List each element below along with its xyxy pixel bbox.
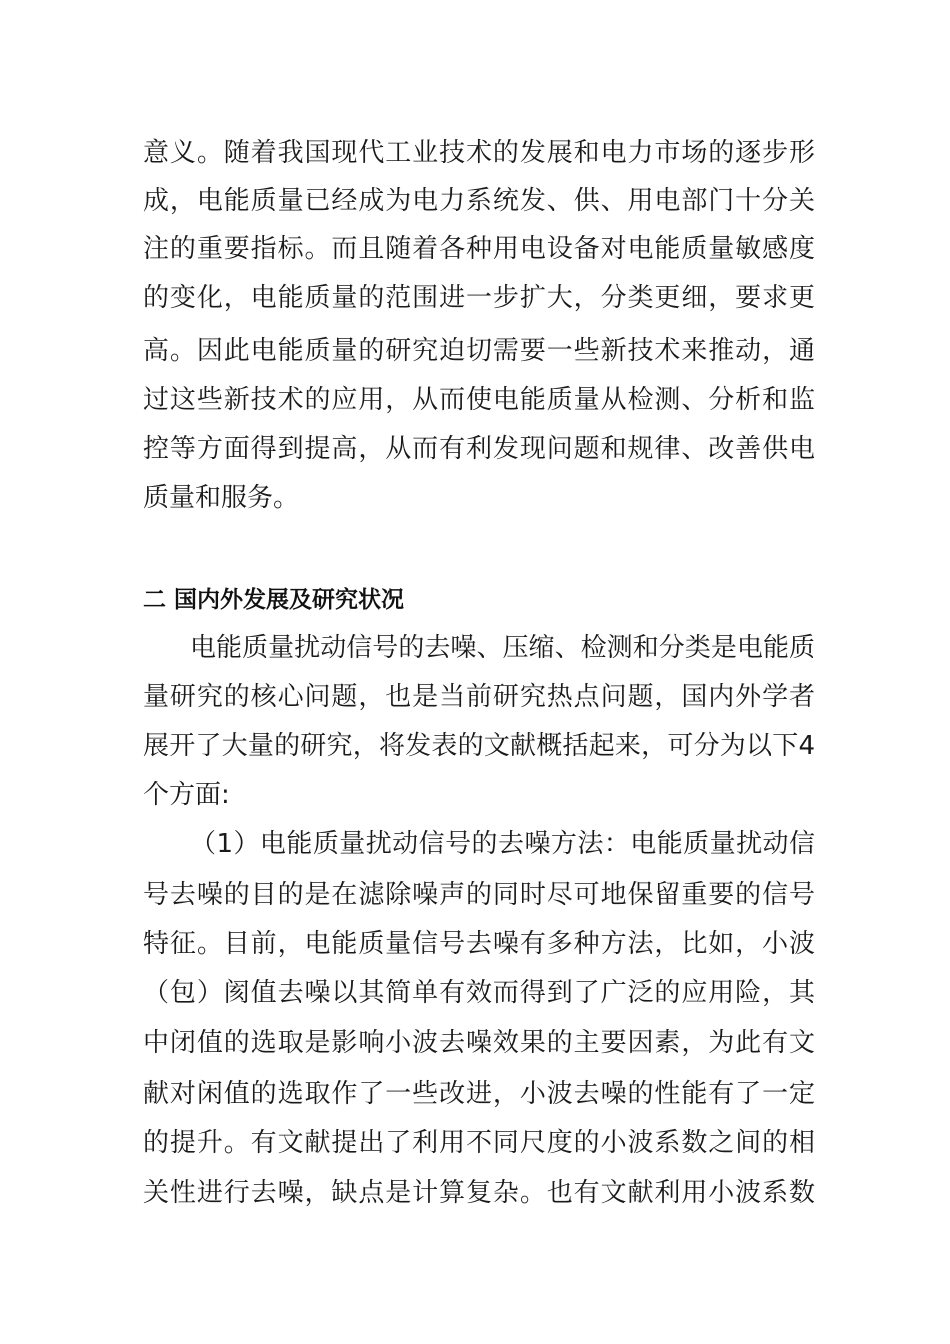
paragraph-2-line: 展开了大量的研究，将发表的文献概括起来，可分为以下4 [143, 731, 815, 761]
section-heading: 二 国内外发展及研究状况 [143, 587, 405, 613]
paragraph-3-line: （1）电能质量扰动信号的去噪方法：电能质量扰动信 [190, 829, 815, 859]
paragraph-2-line: 个方面: [143, 780, 230, 810]
paragraph-3-line: 中闭值的选取是影响小波去噪效果的主要因素，为此有文 [143, 1028, 815, 1058]
paragraph-1-line: 高。因此电能质量的研究迫切需要一些新技术来推动，通 [143, 336, 815, 366]
paragraph-1-line: 过这些新技术的应用，从而使电能质量从检测、分析和监 [143, 385, 815, 415]
paragraph-3-line: 的提升。有文献提出了利用不同尺度的小波系数之间的相 [143, 1128, 815, 1158]
paragraph-3-line: 献对闲值的选取作了一些改进，小波去噪的性能有了一定 [143, 1079, 815, 1109]
paragraph-2-line: 量研究的核心问题，也是当前研究热点问题，国内外学者 [143, 682, 815, 712]
paragraph-1-line: 的变化，电能质量的范围进一步扩大，分类更细，要求更 [143, 283, 815, 313]
paragraph-1-line: 控等方面得到提高，从而有利发现问题和规律、改善供电 [143, 434, 815, 464]
paragraph-1-line: 注的重要指标。而且随着各种用电设备对电能质量敏感度 [143, 234, 815, 264]
paragraph-1-line: 意义。随着我国现代工业技术的发展和电力市场的逐步形 [143, 138, 815, 168]
paragraph-3-line: （包）阂值去噪以其简单有效而得到了广泛的应用险，其 [143, 978, 815, 1008]
paragraph-1-line: 质量和服务。 [143, 483, 300, 513]
paragraph-3-line: 号去噪的目的是在滤除噪声的同时尽可地保留重要的信号 [143, 880, 815, 910]
paragraph-2-line: 电能质量扰动信号的去噪、压缩、检测和分类是电能质 [190, 633, 815, 663]
paragraph-3-line: 关性进行去噪，缺点是计算复杂。也有文献利用小波系数 [143, 1178, 815, 1208]
paragraph-3-line: 特征。目前，电能质量信号去噪有多种方法，比如，小波 [143, 929, 815, 959]
paragraph-1-line: 成，电能质量已经成为电力系统发、供、用电部门十分关 [143, 186, 815, 216]
